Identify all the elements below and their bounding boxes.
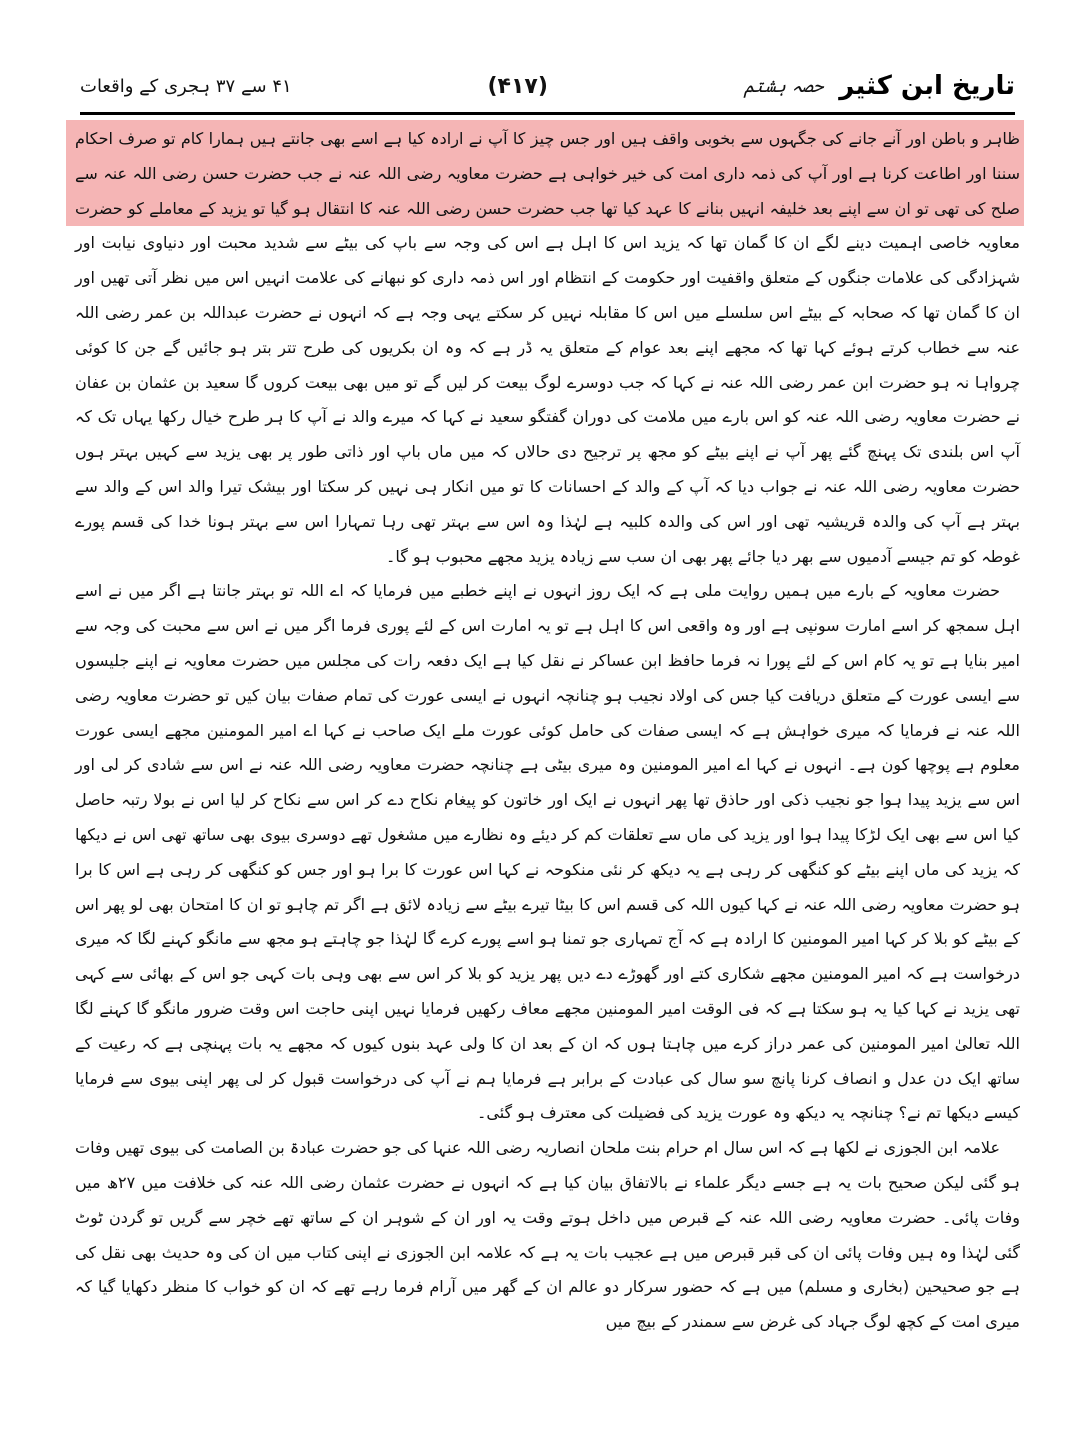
part-label: حصہ ہشتم [743, 75, 824, 97]
paragraph-2: حضرت معاویہ کے بارے میں ہمیں روایت ملی ہے کہ ایک روز انہوں نے اپنے خطبے میں فرمایا کہ اے اللہ تو بہتر جانتا ہے اگر میں نے اسے اہل سمجھ کر اسے امارت سونپی ہے اور وہ واقعی اس کا اہل ہے تو یہ امارت اس کے لئے پوری فرما اگر میں نے اس سے محبت کی وجہ سے امیر بنایا ہے تو یہ کام اس کے لئے پورا نہ فرما حافظ ابن عساکر نے نقل کیا ہے ایک دفعہ رات کی مجلس میں حضرت معاویہ نے اپنے جلیسوں سے ایسی عورت کے متعلق دریافت کیا جس کی اولاد نجیب ہو چنانچہ انہوں نے ایسی عورت کی تمام صفات بیان کیں تو حضرت معاویہ رضی اللہ عنہ نے فرمایا کہ میری خواہش ہے کہ ایسی صفات کی حامل کوئی عورت ملے ایک صاحب نے کہا اے امیر المومنین مجھے ایسی عورت معلوم ہے پوچھا کون ہے۔ انہوں نے کہا اے امیر المومنین وہ میری بیٹی ہے چنانچہ حضرت معاویہ رضی اللہ عنہ نے اس سے شادی کر لی اور اس سے یزید پیدا ہوا جو نجیب ذکی اور حاذق تھا پھر انہوں نے ایک اور خاتون کو پیغام نکاح دے کر اس سے نکاح کر لیا اس نے بولا رتبہ حاصل کیا اس سے بھی ایک لڑکا پیدا ہوا اور یزید کی ماں سے تعلقات کم کر دیئے وہ نظارے میں مشغول تھے دوسری بیوی بھی ساتھ تھی اس نے دیکھا کہ یزید کی ماں اپنے بیٹے کو کنگھی کر رہی ہے یہ دیکھ کر نئی منکوحہ نے کہا اس عورت کا برا ہو اور جس کو کنگھی کر رہی ہے اس کا برا ہو حضرت معاویہ رضی اللہ عنہ نے کہا کیوں اللہ کی قسم اس کا بیٹا تیرے بیٹے سے زیادہ لائق ہے اگر تم چاہو تو ان کا امتحان بھی لو پھر اس کے بیٹے کو بلا کر کہا امیر المومنین کا ارادہ ہے کہ آج تمہاری جو تمنا ہو اسے پورے کرے گا لہٰذا جو چاہتے ہو مجھ سے مانگو کہنے لگا کہ میری درخواست ہے کہ امیر المومنین مجھے شکاری کتے اور گھوڑے دے دیں پھر یزید کو بلا کر اس سے بھی وہی بات کہی جو اس کے بھائی سے کہی تھی یزید نے کہا کیا یہ ہو سکتا ہے کہ فی الوقت امیر المومنین مجھے معاف رکھیں فرمایا نہیں اپنی حاجت اس وقت ضرور مانگو گا کہنے لگا اللہ تعالیٰ امیر المومنین کی عمر دراز کرے میں چاہتا ہوں کہ ان کے بعد ان کا ولی عہد بنوں کیوں کہ مجھے یہ بات پہنچی ہے کہ رعیت کے ساتھ ایک دن عدل و انصاف کرنا پانچ سو سال کی عبادت کے برابر ہے فرمایا ہم نے آپ کی درخواست قبول کر لی پھر اپنی بیوی سے فرمایا کیسے دیکھا تم نے؟ چنانچہ یہ دیکھ وہ عورت یزید کی فضیلت کی معترف ہو گئی۔ [75, 581, 1021, 1123]
page-header [80, 66, 1015, 106]
paragraph-1: ظاہر و باطن اور آنے جانے کی جگہوں سے بخوبی واقف ہیں اور جس چیز کا آپ نے ارادہ کیا ہے اسے بھی جانتے ہیں ہمارا کام تو صرف احکام سننا اور اطاعت کرنا ہے اور آپ کی ذمہ داری امت کی خیر خواہی ہے حضرت معاویہ رضی اللہ عنہ نے جب حضرت حسن رضی اللہ عنہ سے صلح کی تھی تو ان سے اپنے بعد خلیفہ انہیں بنانے کا عہد کیا تھا جب حضرت حسن رضی اللہ عنہ کا انتقال ہو گیا تو یزید کے معاملے کو حضرت معاویہ خاصی اہمیت دینے لگے ان کا گمان تھا کہ یزید اس کا اہل ہے اس کی وجہ سے باپ کی بیٹے سے شدید محبت اور دنیاوی نیابت اور شہزادگی کی علامات جنگوں کے متعلق واقفیت اور حکومت کے انتظام اور اس ذمہ داری کو نبھانے کی علامت انہیں اس میں نظر آتی تھیں اور ان کا گمان تھا کہ صحابہ کے بیٹے اس سلسلے میں اس کا مقابلہ نہیں کر سکتے یہی وجہ ہے کہ انہوں نے حضرت عبداللہ بن عمر رضی اللہ عنہ سے خطاب کرتے ہوئے کہا تھا کہ مجھے اپنے بعد عوام کے متعلق یہ ڈر ہے کہ وہ ان بکریوں کی طرح تتر بتر ہو جائیں گے جن کا کوئی چرواہا نہ ہو حضرت ابن عمر رضی اللہ عنہ نے کہا کہ جب دوسرے لوگ بیعت کر لیں گے تو میں بھی بیعت کروں گا سعید بن عثمان بن عفان نے حضرت معاویہ رضی اللہ عنہ کو اس بارے میں ملامت کی دوران گفتگو سعید نے کہا کہ میرے والد نے آپ کا ہر طرح خیال رکھا یہاں تک کہ آپ اس بلندی تک پہنچ گئے پھر آپ نے اپنے بیٹے کو مجھ پر ترجیح دی حالاں کہ میں ماں باپ اور ذاتی طور پر بھی یزید سے کہیں بہتر ہوں حضرت معاویہ رضی اللہ عنہ نے جواب دیا کہ آپ کے والد کے احسانات کا تو میں انکار ہی نہیں کر سکتا اور بیشک تیرا والد اس کے والد سے بہتر ہے آپ کی والدہ قریشیہ تھی اور اس کی والدہ کلبیہ ہے لہٰذا وہ اس سے بہتر تھی رہا تمہارا اس سے بہتر ہونا خدا کی قسم پورے غوطہ کو تم جیسے آدمیوں سے بھر دیا جائے پھر بھی ان سب سے زیادہ یزید مجھے محبوب ہو گا۔ [75, 129, 1021, 566]
book-title: تاریخ ابن کثیر [839, 71, 1015, 101]
paragraph-3: علامہ ابن الجوزی نے لکھا ہے کہ اس سال ام حرام بنت ملحان انصاریہ رضی اللہ عنہا کی جو حضرت عبادۃ بن الصامت کی بیوی تھیں وفات ہو گئی لیکن صحیح بات یہ ہے جسے دیگر علماء نے بالاتفاق بیان کیا ہے کہ انہوں نے حضرت عثمان رضی اللہ عنہ کی خلافت میں ۲۷ھ میں وفات پائی۔ حضرت معاویہ رضی اللہ عنہ کے قبرص میں داخل ہوتے وقت یہ اور ان کے شوہر ان کے ساتھ تھے خچر سے گریں تو گردن ٹوٹ گئی لہٰذا وہ ہیں وفات پائی ان کی قبر قبرص میں ہے عجیب بات یہ ہے کہ علامہ ابن الجوزی نے اپنی کتاب میں ان کی وہ حدیث بھی نقل کی ہے جو صحیحین (بخاری و مسلم) میں ہے کہ حضور سرکار دو عالم ان کے گھر میں آرام فرما رہے تھے کہ ان کو خواب کا منظر دکھایا گیا کہ میری امت کے کچھ لوگ جہاد کی غرض سے سمندر کے بیچ میں [75, 1138, 1021, 1332]
header-right [744, 71, 1015, 101]
page-body [75, 122, 1020, 1340]
chapter-label: ۴۱ سے ۳۷ ہجری کے واقعات [80, 75, 292, 97]
page-number: (۴۱۷) [487, 73, 548, 99]
header-rule [80, 112, 1015, 115]
